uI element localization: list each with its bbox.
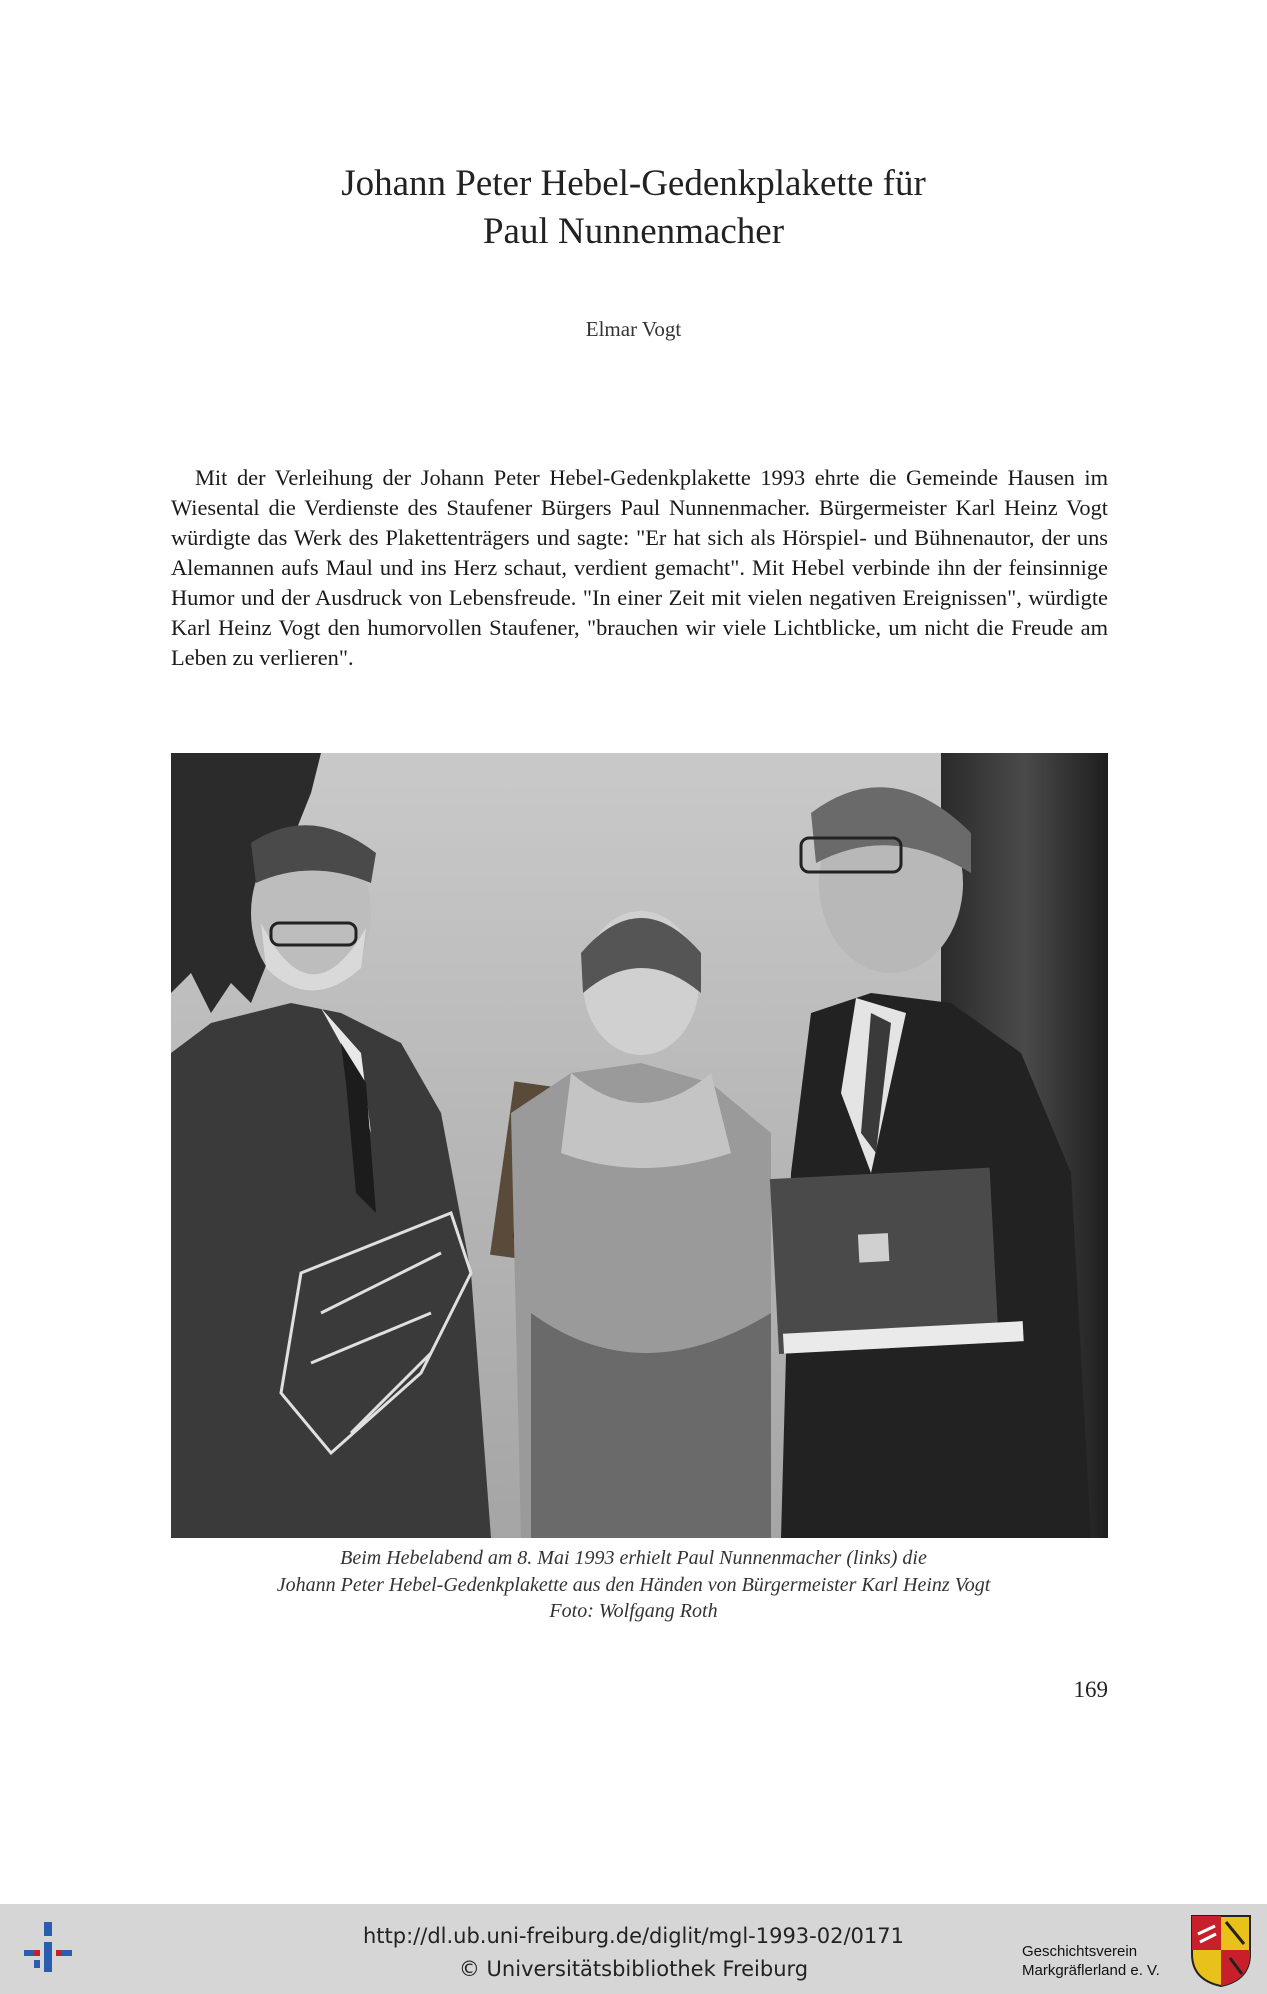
title-line-2: Paul Nunnenmacher: [482, 211, 785, 252]
copyright-notice: © Universitätsbibliothek Freiburg: [458, 1957, 809, 1981]
article-title: [0, 160, 1267, 256]
footer-bar: [0, 1904, 1267, 1994]
society-name: [1022, 1942, 1182, 1980]
title-line-1: Johann Peter Hebel-Gedenkplakette für: [341, 163, 926, 204]
society-line-1: Geschichtsverein: [1022, 1943, 1138, 1960]
caption-line-2: Johann Peter Hebel-Gedenkplakette aus den Händen von Bürgermeister Karl Heinz Vogt: [276, 1573, 991, 1596]
caption-line-3: Foto: Wolfgang Roth: [549, 1600, 718, 1622]
article-body: Mit der Verleihung der Johann Peter Hebel-Gedenkplakette 1993 ehrte die Gemeinde Hausen im Wiesental die Verdienste des Staufener Bürgers Paul Nunnenmacher. Bürgermeister Karl Heinz Vogt würdigte das Werk des Plakettenträgers und sagte: "Er hat sich als Hörspiel- und Bühnenautor, der uns Alemannen aufs Maul und ins Herz schaut, verdient gemacht". Mit Hebel verbinde ihn der feinsinnige Humor und der Ausdruck von Lebensfreude. "In einer Zeit mit vielen negativen Ereignissen", würdigte Karl Heinz Vogt den humorvollen Staufener, "brauchen wir viele Lichtblicke, um nicht die Freude am Leben zu verlieren".: [171, 465, 1108, 670]
page-number: 169: [1073, 1677, 1108, 1702]
author-name: Elmar Vogt: [585, 317, 682, 341]
photo-image: [171, 753, 1108, 1538]
document-url[interactable]: http://dl.ub.uni-freiburg.de/diglit/mgl-1993-02/0171: [362, 1924, 904, 1948]
photo-caption: [0, 1545, 1267, 1625]
award-photo: [171, 753, 1108, 1538]
caption-line-1: Beim Hebelabend am 8. Mai 1993 erhielt Paul Nunnenmacher (links) die: [340, 1547, 927, 1569]
society-line-2: Markgräflerland e. V.: [1022, 1962, 1160, 1979]
coat-of-arms-icon: [1190, 1914, 1252, 1988]
